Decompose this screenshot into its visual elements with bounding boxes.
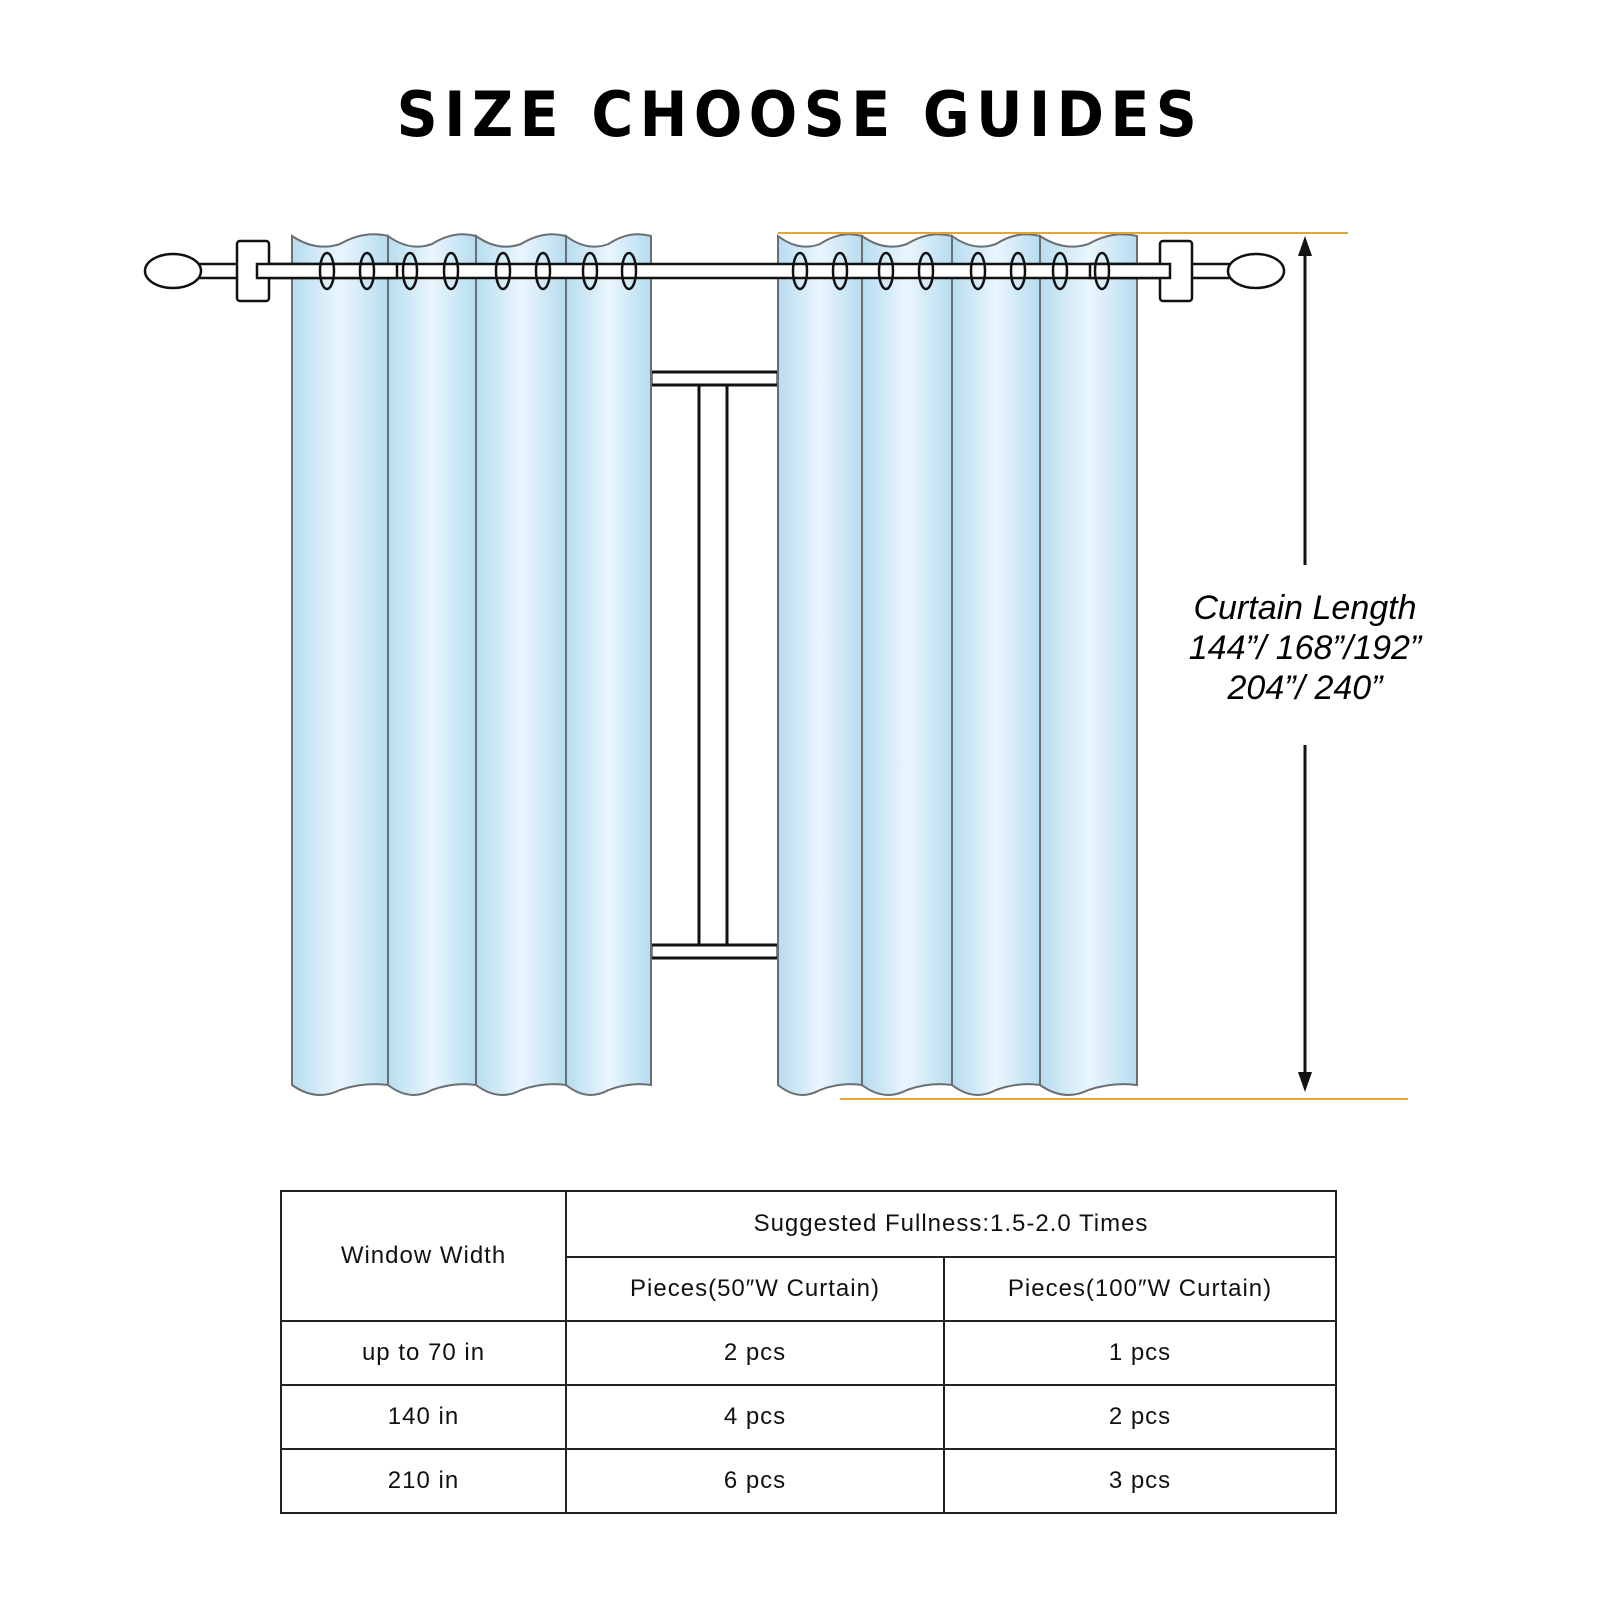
finial-right [1228,254,1284,288]
finial-left [145,254,201,288]
curtain-fold [292,234,388,1095]
header-suggested-fullness: Suggested Fullness:1.5-2.0 Times [566,1191,1336,1257]
table-row [281,1321,1336,1385]
cell-width: 210 in [281,1449,566,1513]
cell-p100: 1 pcs [944,1321,1336,1385]
header-pieces-100: Pieces(100″W Curtain) [944,1257,1336,1321]
curtain-fold [1040,234,1137,1095]
header-window-width: Window Width [281,1191,566,1321]
length-values-1: 144”/ 168”/192” [1188,629,1422,667]
header-pieces-50: Pieces(50″W Curtain) [566,1257,944,1321]
table-row [281,1449,1336,1513]
cell-width: 140 in [281,1385,566,1449]
curtain-length-label [1150,588,1460,708]
cell-p50: 2 pcs [566,1321,944,1385]
size-table [280,1190,1337,1514]
cell-p100: 2 pcs [944,1385,1336,1449]
curtain-fold [476,234,566,1095]
window-frame [651,372,778,958]
length-heading: Curtain Length [1193,589,1417,627]
cell-p50: 4 pcs [566,1385,944,1449]
page-title: SIZE CHOOSE GUIDES [396,78,1204,151]
curtain-fold [952,234,1040,1095]
cell-width: up to 70 in [281,1321,566,1385]
curtain-fold [862,234,952,1095]
curtain-fold [566,234,651,1095]
cell-p100: 3 pcs [944,1449,1336,1513]
curtain-fold [388,234,476,1095]
length-values-2: 204”/ 240” [1227,669,1383,707]
table-row [281,1385,1336,1449]
curtain-fold [778,234,862,1095]
cell-p50: 6 pcs [566,1449,944,1513]
